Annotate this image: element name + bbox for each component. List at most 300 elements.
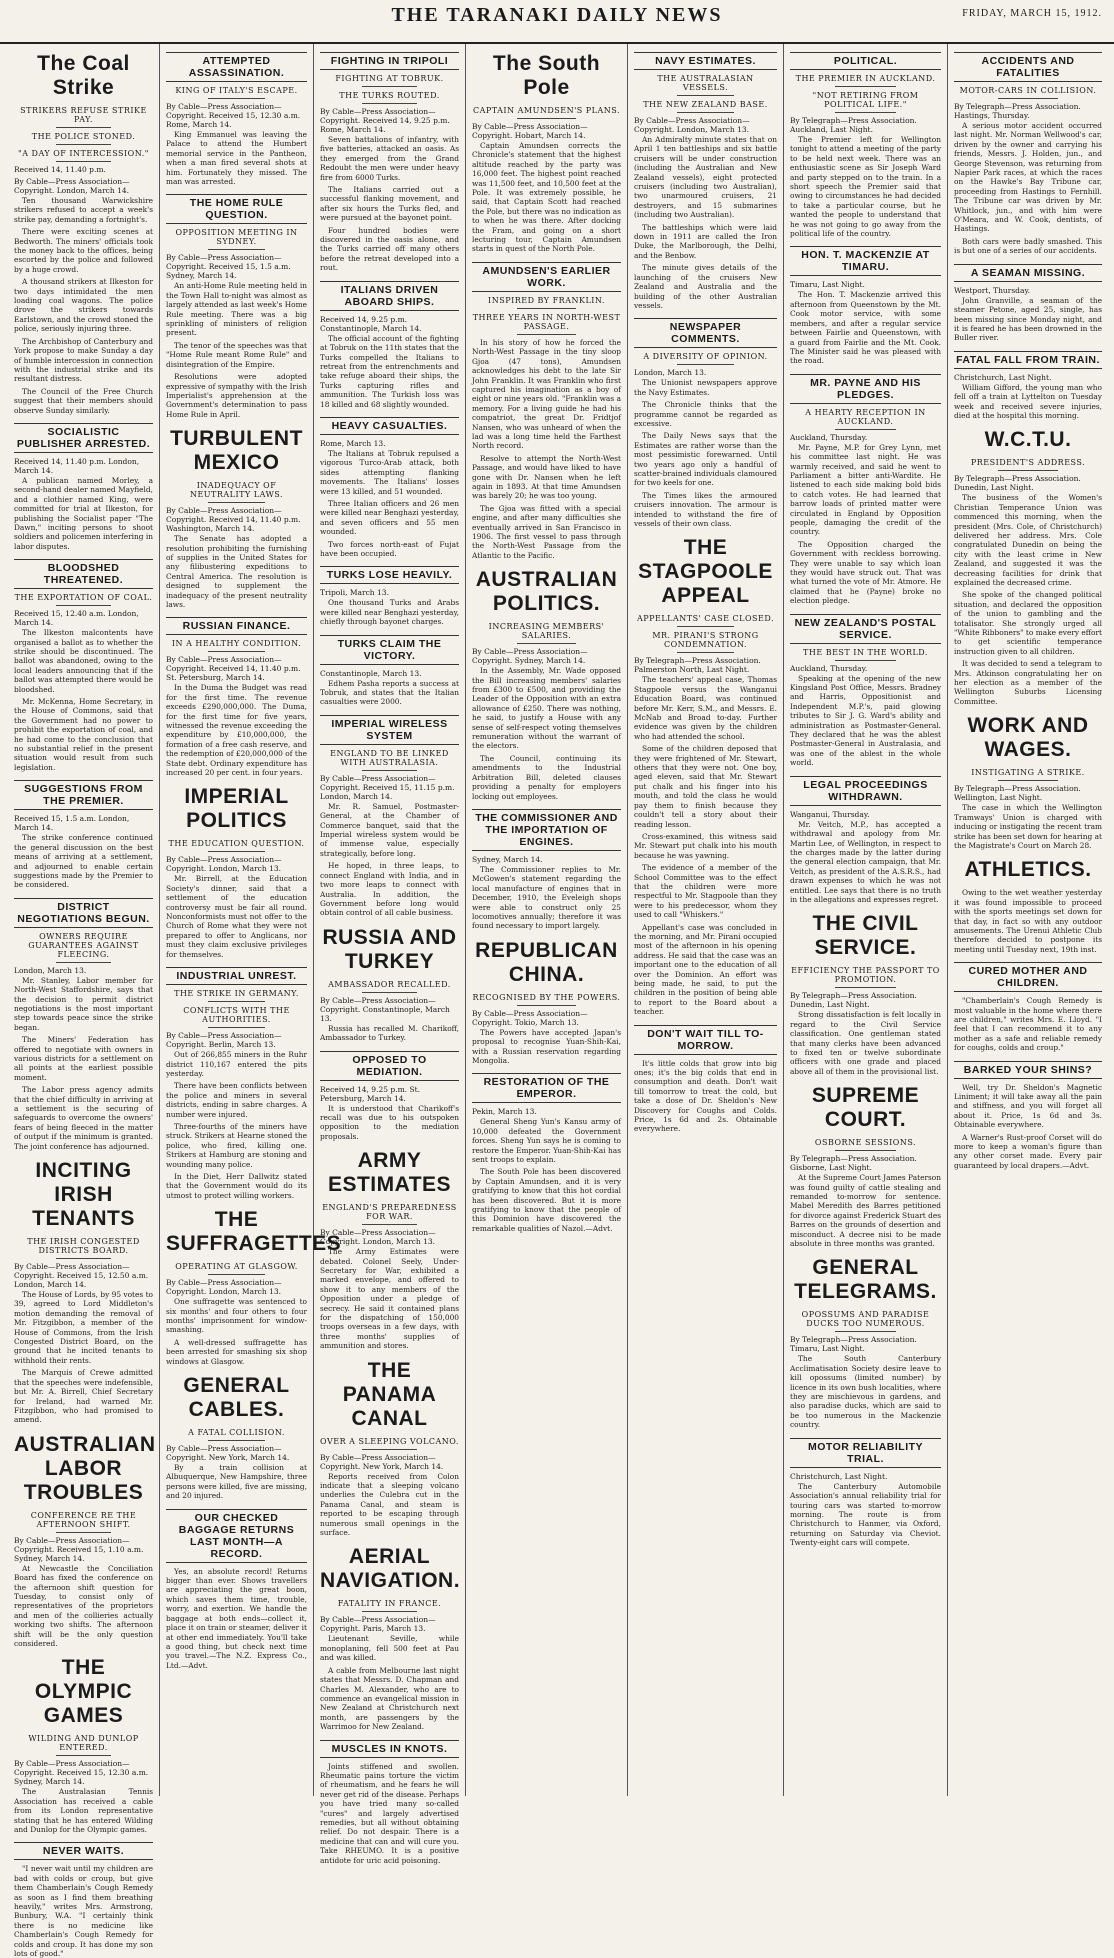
article-paragraph: Mr. McKenna, Home Secretary, in the House of Commons, said that the Government had no power to prohibit the exportation of coal, and he had come to the conclusion that no substantial relief in the present situation would result from such legislation.	[14, 697, 153, 772]
article	[320, 1359, 459, 1538]
article-headline: DON'T WAIT TILL TO-MORROW.	[634, 1025, 777, 1055]
article-headline: AMUNDSEN'S EARLIER WORK.	[472, 262, 621, 292]
dateline: By Cable—Press Association—Copyright. Received 15, 1.10 a.m. Sydney, March 14.	[14, 1535, 144, 1563]
article-subheading: FIGHTING AT TOBRUK.	[335, 74, 444, 83]
divider	[362, 103, 418, 104]
article-paragraph: The Chronicle thinks that the programme cannot be regarded as excessive.	[634, 400, 777, 428]
dateline: By Cable—Press Association—Copyright. Received 15, 12.50 a.m. London, March 14.	[14, 1262, 149, 1290]
article	[320, 1545, 459, 1731]
article-paragraph: A cable from Melbourne last night states that Messrs. D. Chapman and Charles M. Alexander, who are to commence an evangelical mission in New Zealand at Christchurch next month, are passengers by the Warrimoo for New Zealand.	[320, 1665, 459, 1732]
dateline: By Telegraph—Press Association. Dunedin, Last Night.	[954, 474, 1081, 493]
article-paragraph: There were exciting scenes at Bedworth. The miners' officials took the money back to the offices, being escorted by the police and followed by a huge crowd.	[14, 227, 153, 274]
article	[14, 898, 153, 1151]
article-paragraph: Seven battalions of infantry, with five batteries, attacked an oasis. As they emerged from the Grand Redoubt the men were under heavy fire from 6000 Turks.	[320, 135, 459, 182]
dateline: By Cable—Press Association—Copyright. Received 14, 11.40 p.m. Washington, March 14.	[166, 506, 301, 534]
dateline: Rome, March 13.	[320, 438, 386, 448]
article-subheading: "A DAY OF INTERCESSION."	[18, 149, 149, 158]
column-1	[8, 44, 160, 1958]
article	[320, 281, 459, 409]
dateline: By Telegraph—Press Association. Hastings, Thursday.	[954, 102, 1081, 120]
divider	[835, 1150, 895, 1151]
article	[14, 1842, 153, 1958]
dateline: Pekin, March 13.	[472, 1107, 537, 1117]
issue-date: FRIDAY, MARCH 15, 1912.	[962, 8, 1102, 19]
article-subheading: THE IRISH CONGESTED DISTRICTS BOARD.	[27, 1237, 140, 1256]
article-headline: The South Pole	[492, 52, 601, 99]
article-headline: HON. T. MACKENZIE AT TIMARU.	[790, 246, 941, 276]
article-paragraph: King Emmanuel was leaving the Palace to attend the Humbert memorial service in the Pantheon, when a man fired several shots at him. Fortunately they missed. The man was arrested.	[166, 130, 307, 187]
dateline: London, March 13.	[14, 965, 87, 975]
article	[790, 1438, 941, 1548]
dateline: By Cable—Press Association—Copyright. London, March 13.	[634, 116, 750, 134]
dateline: Christchurch, Last Night.	[790, 1471, 888, 1481]
article-paragraph: Appellant's case was concluded in the morning, and Mr. Pirani occupied most of the afternoon in his opening address. He said that the case was an important one to the education of all over the Dominion. An effort was being made, he said, to put the children in the position of being able to report to the Board about a teacher.	[634, 922, 777, 1017]
article-subheading: MR. PIRANI'S STRONG CONDEMNATION.	[652, 631, 759, 650]
article-headline: AUSTRALIAN LABOR TROUBLES	[14, 1432, 156, 1504]
article-headline: The Coal Strike	[37, 52, 130, 99]
article-paragraph: The Powers have accepted Japan's proposal to recognise Yuan-Shih-Kai, with a Russian reservation regarding Mongolia.	[472, 1027, 621, 1065]
dateline: Timaru, Last Night.	[790, 280, 865, 290]
article-headline: LEGAL PROCEEDINGS WITHDRAWN.	[790, 776, 941, 806]
article-headline: RUSSIA AND TURKEY	[322, 925, 457, 973]
article	[14, 1656, 153, 1834]
article-headline: WORK AND WAGES.	[967, 714, 1089, 762]
article-headline: SUPREME COURT.	[811, 1084, 920, 1132]
divider	[835, 660, 895, 661]
divider	[677, 95, 734, 96]
article-headline: MOTOR RELIABILITY TRIAL.	[790, 1438, 941, 1468]
article	[790, 374, 941, 606]
divider	[208, 1440, 264, 1441]
article-headline: REPUBLICAN CHINA.	[475, 938, 618, 986]
article	[954, 962, 1102, 1052]
divider	[835, 86, 895, 87]
article-headline: TURBULENT MEXICO	[170, 427, 303, 475]
article-headline: DISTRICT NEGOTIATIONS BEGUN.	[14, 898, 153, 928]
article-paragraph: There have been conflicts between the police and miners in several districts, ending in sabre charges. A number were injured.	[166, 1081, 307, 1119]
article-paragraph: In the Assembly, Mr. Wade opposed the Bill increasing members' salaries from £300 to £500, and providing the Leader of the Opposition with an extra allowance of £250. There was nothing, he said, to justify a House with any sense of self-respect voting themselves remuneration without the warrant of the electors.	[472, 666, 621, 751]
dateline: By Cable—Press Association—Copyright. Received 14, 11.40 p.m. St. Petersburg, March 14.	[166, 655, 301, 683]
article-paragraph: Some of the children deposed that they were frightened of Mr. Stewart, others that they were not. One boy, aged eleven, said that Mr. Stewart put chalk and his finger into his mouth, and told the class he would pay them to finish because they couldn't tell a story about their reading lesson.	[634, 744, 777, 829]
article-paragraph: One suffragette was sentenced to six months' and four others to four months' imprisonment for window-smashing.	[166, 1297, 307, 1335]
article-subheading: CONFLICTS WITH THE AUTHORITIES.	[183, 1006, 290, 1025]
dateline: By Cable—Press Association—Copyright. London, March 13.	[320, 1228, 436, 1247]
article-headline: AERIAL NAVIGATION.	[320, 1545, 461, 1593]
article-paragraph: Resolve to attempt the North-West Passage, and would have liked to have gone with Dr. Nansen when he left again in 1893. At that time Amundsen was barely 20; he was too young.	[472, 453, 621, 501]
article-paragraph: Joints stiffened and swollen. Rheumatic pains torture the victim of rheumatism, and he fears he will never get rid of the disease. Perhaps you have tried many so-called "cures" and largely advertised remedies, but all without obtaining relief. Do not despair. There is a medicine that can and will cure you. Take RHEUMO. It is a positive antidote for uric acid poisoning.	[320, 1761, 459, 1865]
article-paragraph: The Army Estimates were debated. Colonel Seely, Under-Secretary for War, exhibited a marked envelope, and offered to show it to any members of the Opposition under a pledge of secrecy. He said it contained plans for the dispatching of 150,000 troops overseas in a few days, with three months' supplies of ammunition and stores.	[320, 1247, 459, 1351]
article	[790, 1256, 941, 1429]
column-6	[784, 44, 948, 1796]
article-paragraph: Owing to the wet weather yesterday it was found impossible to proceed with the sports meetings set down for that day, in fact so with any outdoor amusements. The Urenui Athletic Club therefore decided to postpone its meeting until Tuesday next, 19th inst.	[954, 888, 1102, 954]
article	[634, 318, 777, 528]
article	[634, 1025, 777, 1134]
article-paragraph: The Ilkeston malcontents have organised a ballot as to whether the strike should be discontinued. The ballot was abandoned, owing to the local leaders announcing that if the ballot was attempted there would be bloodshed.	[14, 628, 153, 694]
article	[166, 1374, 307, 1501]
article-paragraph: A Warner's Rust-proof Corset will do more to keep a woman's figure than any other corset made. Every pair guaranteed by local drapers.—Advt.	[954, 1132, 1102, 1170]
article-paragraph: The teachers' appeal case, Thomas Stagpoole versus the Wanganui Education Board, was continued before Mr. Kerr, S.M., and Messrs. E. McNab and Broad to-day. Further evidence was given by the children who had attended the school.	[634, 675, 777, 741]
dateline: Wanganui, Thursday.	[790, 809, 870, 819]
article-paragraph: The Opposition charged the Government with reckless borrowing. They were unable to say which loan they would have struck out. That was what turned the vote of Mr. Atmore. He claimed that he (Payne) broke no election pledge.	[790, 539, 941, 606]
article	[790, 246, 941, 365]
column-2	[160, 44, 342, 1796]
article	[320, 1051, 459, 1142]
dateline: Westport, Thursday.	[954, 285, 1031, 295]
article-headline: FIGHTING IN TRIPOLI	[320, 52, 459, 70]
divider	[835, 112, 895, 113]
article-paragraph: Reports received from Colon indicate that a sleeping volcano underlies the Culebra cut in the Panama Canal, and steam is reported to be escaping through numerous small openings in the surface.	[320, 1471, 459, 1538]
article-headline: RESTORATION OF THE EMPEROR.	[472, 1073, 621, 1103]
article	[166, 52, 307, 186]
article-paragraph: The South Canterbury Acclimatisation Society desire leave to kill opossums (limited number) by licence in its own bush localities, where they are mischievous in gardens, and also paradise ducks, which are said to be too numerous in the Mackenzie country.	[790, 1354, 941, 1430]
article	[320, 1740, 459, 1865]
article-headline: FATAL FALL FROM TRAIN.	[954, 351, 1102, 369]
article-paragraph: The Senate has adopted a resolution prohibiting the furnishing of supplies in the United States for any filibustering expeditions to Central America. The resolution is designed to supplement the inadequacy of the present neutrality laws.	[166, 534, 307, 609]
article	[634, 536, 777, 1016]
dateline: Sydney, March 14.	[472, 854, 543, 864]
article	[472, 809, 621, 931]
article-paragraph: General Sheng Yun's Kansu army of 10,000 defeated the Government forces. Sheng Yun says he is coming to restore the Emperor. Yuan-Shih-Kai has sent troops to explain.	[472, 1117, 621, 1164]
dateline: London, March 13.	[634, 368, 707, 378]
article-headline: GENERAL CABLES.	[183, 1374, 290, 1422]
dateline: By Cable—Press Association—Copyright. London, March 13.	[166, 1278, 282, 1297]
article-paragraph: At the Supreme Court James Paterson was found guilty of cattle stealing and remanded to-morrow for sentence. Mabel Meredith des Barres petitioned for divorce against Frederick Stuart des Barres on the grounds of desertion and misconduct. A decree nisi to be made absolute in three months was granted.	[790, 1173, 941, 1249]
article-subheading: THE STRIKE IN GERMANY.	[174, 989, 299, 999]
article-paragraph: The Daily News says that the Estimates are rather worse than the most pessimistic forewarned. Until two years ago only a handful of scatter-brained individuals clamoured for two keels for one.	[634, 431, 777, 488]
divider	[517, 334, 577, 335]
article-subheading: THE NEW ZEALAND BASE.	[643, 100, 768, 109]
article-paragraph: In his story of how he forced the North-West Passage in the tiny sloop Gjoa (47 tons), Amundsen acknowledges his debt to the late Sir John Franklin. It was Franklin who first captured his imagination as a boy of eight or nine years old. "Franklin was a memory. For a living guide he had his compatriot, the great Dr. Fridtjof Nansen, who was unheard of when the lad was a long time held the Farthest North record.	[472, 337, 621, 451]
article-paragraph: Russia has recalled M. Charikoff, Ambassador to Turkey.	[320, 1023, 459, 1043]
divider	[208, 249, 264, 250]
dateline: By Telegraph—Press Association. Gisborne, Last Night.	[790, 1154, 917, 1173]
divider	[208, 502, 264, 503]
divider	[517, 308, 577, 309]
divider	[677, 652, 734, 653]
article	[790, 52, 941, 238]
article-headline: THE OLYMPIC GAMES	[34, 1656, 133, 1728]
divider	[56, 127, 112, 128]
dateline: By Cable—Press Association—Copyright. New York, March 14.	[320, 1452, 444, 1471]
dateline: By Cable—Press Association—Copyright. Paris, March 13.	[320, 1615, 436, 1634]
dateline: By Cable—Press Association—Copyright. Tokio, March 13.	[472, 1008, 588, 1027]
article-paragraph: The House of Lords, by 95 votes to 39, agreed to Lord Middleton's motion demanding the removal of Mr. Fitzgibbon, a member of the House of Commons, from the Irish Congested District Board, on the ground that he incited tenants to withhold their rents.	[14, 1290, 153, 1365]
article-paragraph: He hoped, in three leaps, to connect England with India, and in two more leaps to connect with Australia. In addition, the Government before long would obtain control of all cable business.	[320, 861, 459, 918]
article-headline: THE HOME RULE QUESTION.	[166, 194, 307, 224]
article-headline: NAVY ESTIMATES.	[634, 52, 777, 70]
article-subheading: THE AUSTRALASIAN VESSELS.	[657, 74, 754, 92]
article-subheading: OPPOSITION MEETING IN SYDNEY.	[175, 228, 298, 247]
article-subheading: THE POLICE STONED.	[31, 132, 136, 141]
article-subheading: APPELLANTS' CASE CLOSED.	[636, 614, 775, 624]
article-subheading: FATALITY IN FRANCE.	[337, 1599, 442, 1609]
article-subheading: MOTOR-CARS IN COLLISION.	[959, 86, 1097, 95]
divider	[835, 1331, 895, 1332]
masthead	[0, 0, 1114, 44]
article-subheading: OSBORNE SESSIONS.	[814, 1138, 917, 1148]
article-paragraph: John Granville, a seaman of the steamer Petone, aged 25, single, has been missing since Monday night, and it is feared he has been drowned in the Buller river.	[954, 295, 1102, 343]
article-paragraph: It is understood that Charikoff's recall was due to his outspoken opposition to the mediation proposals.	[320, 1103, 459, 1141]
article-subheading: STRIKERS REFUSE STRIKE PAY.	[20, 106, 147, 124]
column-4	[466, 44, 628, 1796]
article-headline: ITALIANS DRIVEN ABOARD SHIPS.	[320, 281, 459, 311]
article	[954, 52, 1102, 256]
article	[14, 52, 153, 415]
article-paragraph: Both cars were badly smashed. This is but one of a series of our accidents.	[954, 236, 1102, 256]
divider	[208, 1274, 264, 1275]
divider	[517, 1005, 577, 1006]
dateline: By Cable—Press Association—Copyright. Received 14, 9.25 p.m. Rome, March 14.	[320, 107, 450, 134]
divider	[998, 98, 1057, 99]
article-headline: BLOODSHED THREATENED.	[14, 559, 153, 589]
article-subheading: THE EXPORTATION OF COAL.	[14, 593, 153, 603]
article	[790, 614, 941, 768]
article-paragraph: Captain Amundsen corrects the Chronicle's statement that the highest altitude reached by the party was 16,000 feet. The highest point reached was 11,500 feet, and 10,500 feet at the Pole. It was extremely possible, he said, that Captain Scott had reached the Pole, but there was no indication as to when he was there. After docking the Fram, and going on a short lecturing tour, Captain Amundsen starts in quest of the North Pole.	[472, 141, 621, 254]
divider	[208, 851, 264, 852]
dateline: By Cable—Press Association—Copyright. Hobart, March 14.	[472, 122, 588, 140]
article-subheading: AMBASSADOR RECALLED.	[328, 979, 451, 989]
article-headline: RUSSIAN FINANCE.	[166, 617, 307, 635]
article-paragraph: The Unionist newspapers approve the Navy Estimates.	[634, 378, 777, 397]
article	[14, 1159, 153, 1425]
dateline: By Telegraph—Press Association. Auckland, Last Night.	[790, 116, 917, 134]
article-paragraph: The evidence of a member of the School Committee was to the effect that the children were more respectful to Mr. Stagpoole than they were to his predecessor, whom they used to call "Whiskers."	[634, 863, 777, 920]
dateline: Received 14, 11.40 p.m. London, March 14.	[14, 456, 140, 475]
article-headline: SUGGESTIONS FROM THE PREMIER.	[14, 780, 153, 810]
article-paragraph: The tenor of the speeches was that "Home Rule meant Rome Rule" and disintegration of the Empire.	[166, 340, 307, 369]
divider	[362, 1224, 418, 1225]
divider	[517, 643, 577, 644]
article-headline: ATHLETICS.	[964, 858, 1092, 882]
article-subheading: CONFERENCE RE THE AFTERNOON SHIFT.	[30, 1510, 137, 1529]
dateline: Tripoli, March 13.	[320, 588, 389, 598]
article-subheading: RECOGNISED BY THE POWERS.	[472, 992, 621, 1002]
article-paragraph: By a train collision at Albuquerque, New Hampshire, three persons were killed, five are missing, and 20 injured.	[166, 1463, 307, 1501]
article-paragraph: The Labor press agency admits that the chief difficulty in arriving at a settlement is the securing of safeguards to overcome the owners' fears of being fleeced in the matter of output if the minimum is granted. The joint conference has adjourned.	[14, 1085, 153, 1151]
dateline: By Cable—Press Association—Copyright. Received 15, 1.5 a.m. Sydney, March 14.	[166, 253, 291, 281]
article-paragraph: The minute gives details of the launching of the cruisers New Zealand and Australia and the building of the other Australian vessels.	[634, 263, 777, 310]
divider	[362, 992, 418, 993]
article-headline: INDUSTRIAL UNREST.	[166, 967, 307, 985]
article-paragraph: Yes, an absolute record! Returns bigger than ever. Shows travellers are appreciating the great boon, which saves them time, trouble, worry, and exertion. We handle the baggage at both ends—collect it, place it on train or steamer, deliver it at other end immediately. You'll take a good thing, but check next time you travel.—The N.Z. Express Co., Ltd.—Advt.	[166, 1566, 307, 1670]
column-7	[948, 44, 1108, 1796]
article	[472, 939, 621, 1066]
article-subheading: INSPIRED BY FRANKLIN.	[488, 295, 605, 305]
divider	[56, 1532, 112, 1533]
article-paragraph: Lieutenant Seville, while monoplaning, fell 500 feet at Pau and was killed.	[320, 1634, 459, 1663]
article-paragraph: Cross-examined, this witness said Mr. Stewart put chalk into his mouth because he was yawning.	[634, 831, 777, 860]
dateline: Auckland, Thursday.	[790, 432, 868, 442]
article-headline: THE STAGPOOLE APPEAL	[638, 536, 773, 608]
article-subheading: PRESIDENT'S ADDRESS.	[970, 458, 1086, 468]
dateline: By Cable—Press Association—Copyright. Constantinople, March 13.	[320, 995, 450, 1023]
article	[320, 715, 459, 918]
article-paragraph: The Italians at Tobruk repulsed a vigorous Turco-Arab attack, both sides attempting flanking movements. The Italians' losses were 13 killed, and 51 wounded.	[320, 448, 459, 496]
article-headline: OPPOSED TO MEDIATION.	[320, 1051, 459, 1081]
article-headline: INCITING IRISH TENANTS	[32, 1159, 135, 1231]
article-paragraph: The Italians carried out a successful flanking movement, and after six hours the Turks fled, and were pursued at the bayonet point.	[320, 185, 459, 223]
article-headline: ARMY ESTIMATES	[327, 1149, 452, 1197]
article-paragraph: Four hundred bodies were discovered in the oasis alone, and the Turks carried off many others before the retreat developed into a rout.	[320, 225, 459, 273]
article	[954, 264, 1102, 343]
article-paragraph: An Admiralty minute states that on April 1 ten battleships and six battle cruisers will be under construction (including the Australian and New Zealand vessels), eight protected cruisers (including two Australian), two unarmoured cruisers, 21 destroyers, and 15 submarines (including two Australian).	[634, 135, 777, 220]
article-headline: IMPERIAL WIRELESS SYSTEM	[320, 715, 459, 745]
article-paragraph: The Premier left for Wellington tonight to attend a meeting of the party to be held next week. There was an enthusiastic scene as Sir Joseph Ward and party stepped on to the train. In a short speech the Premier said that owing to circumstances he had decided to take a particular course, but he wanted the people to understand that he was not going to go away from the political life of the country.	[790, 135, 941, 239]
article-paragraph: The Council, continuing its amendments to the Industrial Arbitration Bill, deleted clauses providing a penalty for employers locking out employees.	[472, 753, 621, 801]
article-paragraph: Mr. Veitch, M.P., has accepted a withdrawal and apology from Mr. Martin Lee, of Wellington, in respect to the charges made by the latter during the general election campaign, that Mr. Veitch, as president of the A.S.R.S., had drawn expenses to which he was not entitled. Lee says that there is no truth in the allegations and expresses regret.	[790, 819, 941, 904]
divider	[208, 98, 264, 99]
article-subheading: INCREASING MEMBERS' SALARIES.	[488, 622, 605, 641]
article-subheading: WILDING AND DUNLOP ENTERED.	[28, 1734, 139, 1753]
article-subheading: ENGLAND'S PREPAREDNESS FOR WAR.	[322, 1203, 457, 1222]
divider	[56, 962, 112, 963]
article	[14, 423, 153, 551]
dateline: By Cable—Press Association—Copyright. London, March 13.	[166, 855, 282, 874]
newspaper-columns	[8, 44, 1108, 1958]
article-headline: AUSTRALIAN POLITICS.	[475, 568, 618, 616]
article-paragraph: Strong dissatisfaction is felt locally in regard to the Civil Service classification. One gentleman stated that many clerks have been advanced to fixed ten or twelve subordinate officers with one grade and placed above all of them in the provisional list.	[790, 1010, 941, 1076]
article	[790, 1084, 941, 1248]
divider	[677, 626, 734, 627]
article-subheading: "NOT RETIRING FROM POLITICAL LIFE."	[812, 91, 919, 109]
article-paragraph: Edhem Pasha reports a success at Tobruk, and states that the Italian casualties were 2000.	[320, 678, 459, 707]
article-paragraph: Ten thousand Warwickshire strikers refused to accept a week's strike pay, demanding a fortnight's.	[14, 196, 153, 224]
article-paragraph: In the Diet, Herr Dallwitz stated that the Government would do its utmost to protect willing workers.	[166, 1171, 307, 1200]
article	[954, 1061, 1102, 1171]
article-paragraph: The business of the Women's Christian Temperance Union was commenced this morning, when the president (Mrs. Cole, of Christchurch) delivered her address. Mrs. Cole congratulated Dunedin on being the city with the least crime in New Zealand, and suggested it was the decreasing facilities for drink that explained the decreased crime.	[954, 493, 1102, 587]
article	[166, 785, 307, 959]
dateline: By Cable—Press Association—Copyright. New York, March 14.	[166, 1444, 290, 1463]
divider	[362, 1611, 418, 1612]
article-paragraph: A well-dressed suffragette has been arrested for smashing six shop windows at Glasgow.	[166, 1337, 307, 1366]
article-headline: BARKED YOUR SHINS?	[954, 1061, 1102, 1079]
dateline: Christchurch, Last Night.	[954, 372, 1052, 382]
dateline: Received 15, 12.40 a.m. London, March 14.	[14, 609, 139, 628]
article-paragraph: In the Duma the Budget was read for the first time. The revenue exceeds £290,000,000. The Duma, for the first time for five years, witnessed the revenue exceeding the expenditure by £10,000,000, the formation of a free cash reserve, and the redemption of £20,000,000 of the State debt. Ordinary expenditure has increased 20 per cent. in four years.	[166, 683, 307, 778]
article-subheading: THE BEST IN THE WORLD.	[803, 647, 928, 657]
article-paragraph: At Newcastle the Conciliation Board has fixed the conference on the afternoon shift question for Tuesday, to consist only of representatives of the proprietors and men of the collieries actually working two shifts. The afternoon shift will be the only question considered.	[14, 1563, 153, 1648]
article-paragraph: The Miners' Federation has offered to negotiate with owners in various districts for a settlement on all points at the earliest possible moment.	[14, 1035, 153, 1082]
divider	[998, 470, 1057, 471]
divider	[56, 144, 112, 145]
article-paragraph: The battleships which were laid down in 1911 are called the Iron Duke, the Marlborough, the Delhi, and the Benbow.	[634, 222, 777, 260]
article-paragraph: One thousand Turks and Arabs were killed near Benghazi yesterday, chiefly through bayonet charges.	[320, 598, 459, 627]
article-headline: IMPERIAL POLITICS	[184, 785, 289, 833]
article	[166, 1509, 307, 1670]
article-paragraph: Mr. Payne, M.P. for Grey Lynn, met his committee last night. He was warmly received, and said he went to Parliament a bitter anti-Wardite. He listened to each side making bold bids to catch votes. He had learned that barrow loads of printed matter were circulated in England by Opposition people, damaging the credit of the country.	[790, 442, 941, 537]
article-headline: MR. PAYNE AND HIS PLEDGES.	[790, 374, 941, 404]
article-paragraph: It's little colds that grow into big ones; it's the big colds that end in consumption and death. Don't wait till tomorrow to treat the cold, but take a dose of Dr. Sheldon's New Discovery for Coughs and Colds. Price, 1s 6d and 2s. Obtainable everywhere.	[634, 1058, 777, 1134]
article-paragraph: A publican named Morley, a second-hand dealer named Mayfield, and a clothier named King, were committed for trial at Ilkeston, for publishing the Socialist paper "The Dawn," inciting persons to shoot soldiers and policemen interfering in labor disputes.	[14, 475, 153, 551]
article-headline: OUR CHECKED BAGGAGE RETURNS LAST MONTH—A RECORD.	[166, 1509, 307, 1563]
divider	[835, 987, 895, 988]
dateline: Received 14, 9.25 p.m. St. Petersburg, March 14.	[320, 1084, 420, 1103]
article-subheading: EFFICIENCY THE PASSPORT TO PROMOTION.	[791, 966, 940, 985]
article-subheading: THE PREMIER IN AUCKLAND.	[795, 74, 936, 83]
article-headline: THE SUFFRAGETTES	[166, 1208, 342, 1256]
article-subheading: A FATAL COLLISION.	[188, 1428, 285, 1438]
divider	[677, 364, 734, 365]
article-subheading: KING OF ITALY'S ESCAPE.	[175, 86, 298, 95]
dateline: By Cable—Press Association—Copyright. Received 15, 11.15 p.m. London, March 14.	[320, 773, 455, 801]
article-subheading: THE EDUCATION QUESTION.	[168, 839, 305, 849]
divider	[56, 1258, 112, 1259]
article-subheading: A DIVERSITY OF OPINION.	[643, 352, 768, 362]
article	[472, 1073, 621, 1233]
article-paragraph: William Gifford, the young man who fell off a train at Lyttelton on Tuesday week and received severe injuries, died at the hospital this morning.	[954, 382, 1102, 420]
article	[472, 52, 621, 254]
article-paragraph: Mr. R. Samuel, Postmaster-General, at the Chamber of Commerce banquet, said that the Imperial wireless system would be of immense value, especially strategically, before long.	[320, 801, 459, 858]
newspaper-title: THE TARANAKI DAILY NEWS	[391, 4, 723, 26]
article-paragraph: An anti-Home Rule meeting held in the Town Hall to-night was almost as largely attended as last week's Home Rule meeting. There was a big sprinkling of ministers of religion present.	[166, 281, 307, 338]
article-paragraph: She spoke of the changed political situation, and declared the opposition of the union to gambling and the totalisator. She strongly urged all "White Ribboners" to make every effort to get scientific temperance instruction given to all children.	[954, 590, 1102, 656]
article	[472, 568, 621, 801]
article-headline: NEW ZEALAND'S POSTAL SERVICE.	[790, 614, 941, 644]
article-headline: SOCIALISTIC PUBLISHER ARRESTED.	[14, 423, 153, 453]
article-headline: TURKS CLAIM THE VICTORY.	[320, 635, 459, 665]
article-paragraph: "Chamberlain's Cough Remedy is most valuable in the home where there are children," writes Mrs. E. Lloyd. "I feel that I can recommend it to any mother as a safe and reliable remedy for coughs, colds and croup."	[954, 996, 1102, 1053]
article-subheading: THE TURKS ROUTED.	[339, 91, 440, 100]
article-paragraph: Well, try Dr. Sheldon's Magnetic Liniment; it will take away all the pain and stiffness, and you will forget all about it. Price, 1s 6d and 3s. Obtainable everywhere.	[954, 1082, 1102, 1130]
article-subheading: CAPTAIN AMUNDSEN'S PLANS.	[472, 106, 621, 115]
article-headline: A SEAMAN MISSING.	[954, 264, 1102, 282]
article	[14, 780, 153, 889]
article-headline: W.C.T.U.	[984, 428, 1072, 452]
article	[790, 912, 941, 1076]
divider	[56, 605, 112, 606]
article-paragraph: A thousand strikers at Ilkeston for two days intimidated the men loading coal wagons. The police drove the strikers towards Earlstown, and the crowd stoned the police, seriously injuring three.	[14, 277, 153, 334]
divider	[835, 429, 895, 430]
article-paragraph: The Hon. T. Mackenzie arrived this afternoon from Queenstown by the Mt. Cook motor service, with some members, and after a regular service between Fairlie and Queenstown, with a guard from Fairlie and the Mt. Cook. The Minister said he was pleased with the road.	[790, 290, 941, 366]
article-paragraph: Mr. Stanley, Labor member for North-West Staffordshire, says that the decision to permit district negotiations is the most important step towards peace since the strike began.	[14, 975, 153, 1032]
article	[954, 714, 1102, 850]
article-subheading: OWNERS REQUIRE GUARANTEES AGAINST FLEECING.	[28, 931, 139, 959]
divider	[362, 770, 418, 771]
dateline: Received 15, 1.5 a.m. London, March 14.	[14, 814, 130, 833]
article-paragraph: The Commissioner replies to Mr. McGowen's statement regarding the local manufacture of engines that in December, 1910, the Eveleigh shops were able to construct only 25 locomotives annually; therefore it was found necessary to import largely.	[472, 864, 621, 931]
column-3	[314, 44, 466, 1865]
dateline: By Cable—Press Association—Copyright. London, March 14.	[14, 177, 130, 195]
article-headline: HEAVY CASUALTIES.	[320, 417, 459, 435]
divider	[517, 118, 577, 119]
article	[954, 351, 1102, 421]
article	[634, 52, 777, 310]
dateline: By Cable—Press Association—Copyright. Received 15, 12.30 a.m. Sydney, March 14.	[14, 1759, 149, 1787]
article	[320, 1149, 459, 1350]
article-headline: POLITICAL.	[790, 52, 941, 70]
article-paragraph: Mr. Birrell, at the Education Society's dinner, said that a settlement of the education controversy must be fair all round. Nonconformists must not offer to the Church of Rome what they were not prepared to offer to Anglicans, nor must they claim exclusive privileges for themselves.	[166, 874, 307, 959]
divider	[998, 780, 1057, 781]
article-paragraph: The Australasian Tennis Association has received a cable from its London representative stating that he has entered Wilding and Dunlop for the Olympic games.	[14, 1787, 153, 1834]
article-subheading: THREE YEARS IN NORTH-WEST PASSAGE.	[472, 312, 621, 331]
article-headline: THE COMMISSIONER AND THE IMPORTATION OF ENGINES.	[472, 809, 621, 851]
article-paragraph: Speaking at the opening of the new Kingsland Post Office, Messrs. Bradney and Harris, Oppositionist and Independent M.P.'s, paid glowing tributes to Sir J. G. Ward's ability and administration as Postmaster-General. They declared that he was the ablest Postmaster-General in Australasia, and was one of the ablest in the whole world.	[790, 673, 941, 768]
article-paragraph: The strike conference continued the general discussion on the best means of arriving at a settlement, and adjourned to enable certain suggestions made by the Premier to be considered.	[14, 833, 153, 890]
divider	[208, 1027, 264, 1028]
dateline: By Telegraph—Press Association. Palmerston North, Last Night.	[634, 656, 761, 675]
article	[14, 559, 153, 772]
article-headline: TURKS LOSE HEAVILY.	[320, 566, 459, 584]
article-paragraph: The Times likes the armoured cruisers innovation. The armour is intended to withstand the fire of vessels of their own class.	[634, 490, 777, 528]
article-subheading: ENGLAND TO BE LINKED WITH AUSTRALASIA.	[330, 748, 449, 767]
article-headline: THE PANAMA CANAL	[342, 1358, 437, 1430]
article	[14, 1432, 156, 1649]
article-paragraph: The Marquis of Crewe admitted that the speeches were indefensible, but Mr. A. Birrell, Chief Secretary for Ireland, had warned Mr. Fitzgibbon, who had promised to amend.	[14, 1368, 153, 1425]
article-headline: MUSCLES IN KNOTS.	[320, 1740, 459, 1758]
article	[320, 417, 459, 558]
article-paragraph: The case in which the Wellington Tramways' Union is charged with inducing or instigating the recent tram strike has been set down for hearing at the Magistrate's Court on March 28.	[954, 803, 1102, 850]
article	[166, 427, 307, 609]
